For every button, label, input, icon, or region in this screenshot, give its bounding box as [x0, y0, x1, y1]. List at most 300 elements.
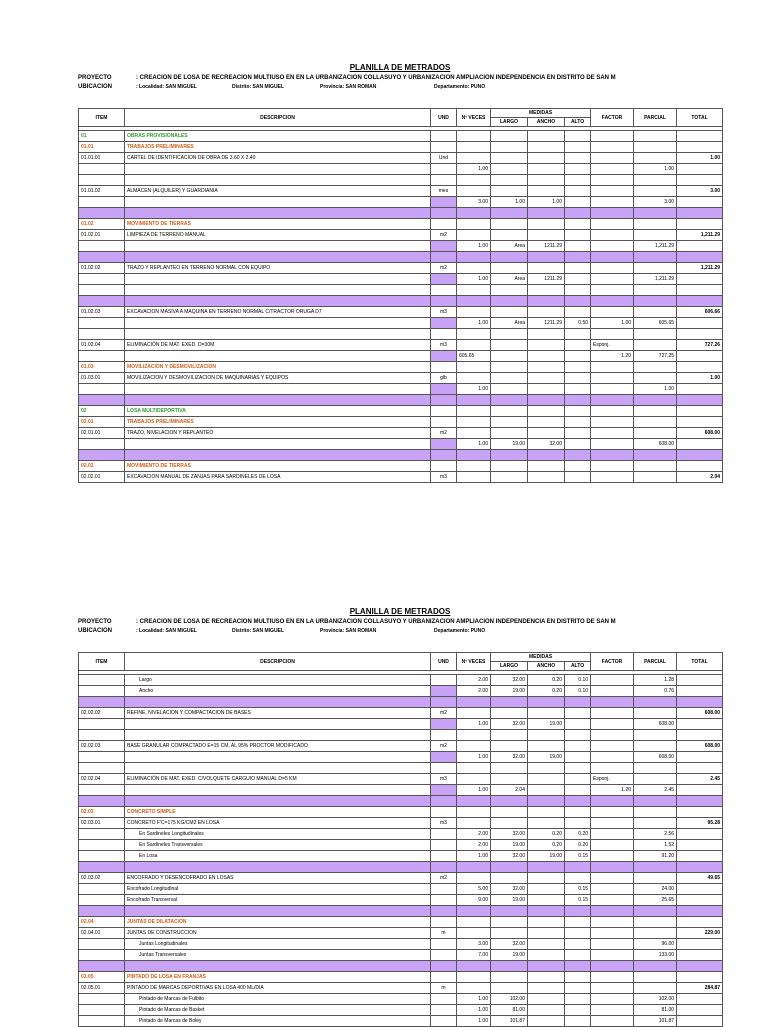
factor-cell	[591, 939, 634, 950]
veces-cell: 1.00	[457, 241, 491, 252]
description-cell: Pintado de Marcas de Basket	[125, 1005, 431, 1016]
description-cell	[125, 318, 431, 329]
ancho-cell: 19.00	[528, 851, 565, 862]
alto-cell: 0.15	[565, 884, 591, 895]
item-cell: 01.01.01	[79, 153, 125, 164]
header-parcial: PARCIAL	[634, 109, 677, 127]
total-cell	[677, 439, 723, 450]
largo-cell: 19.00	[491, 895, 528, 906]
description-cell: REFINE, NIVELACION Y COMPACTACION DE BASES	[125, 708, 431, 719]
total-cell	[677, 972, 723, 983]
unit-cell	[431, 417, 457, 428]
factor-cell: Esponj.	[591, 340, 634, 351]
description-cell	[125, 763, 431, 774]
veces-cell	[457, 395, 491, 406]
parcial-cell	[634, 428, 677, 439]
factor-cell	[591, 686, 634, 697]
largo-cell: 19.00	[491, 686, 528, 697]
unit-cell	[431, 219, 457, 230]
description-cell	[125, 241, 431, 252]
largo-cell	[491, 340, 528, 351]
description-cell	[125, 285, 431, 296]
header-largo: LARGO	[491, 662, 528, 671]
table-row	[79, 994, 723, 1005]
item-cell	[79, 796, 125, 807]
total-cell	[677, 719, 723, 730]
factor-cell	[591, 884, 634, 895]
parcial-cell	[634, 796, 677, 807]
ancho-cell	[528, 307, 565, 318]
factor-cell	[591, 373, 634, 384]
ancho-cell	[528, 785, 565, 796]
total-cell	[677, 895, 723, 906]
total-cell	[677, 252, 723, 263]
table-row	[79, 1005, 723, 1016]
veces-cell	[457, 450, 491, 461]
header-medidas: MEDIDAS	[491, 109, 591, 118]
ancho-cell	[528, 142, 565, 153]
metrados-table	[78, 652, 723, 1027]
ancho-cell	[528, 730, 565, 741]
table-row	[79, 241, 723, 252]
unit-cell: m2	[431, 873, 457, 884]
table-row	[79, 395, 723, 406]
total-cell	[677, 131, 723, 142]
description-cell	[125, 208, 431, 219]
total-cell	[677, 197, 723, 208]
factor-cell	[591, 917, 634, 928]
factor-cell	[591, 219, 634, 230]
item-cell	[79, 862, 125, 873]
item-cell	[79, 208, 125, 219]
table-row	[79, 774, 723, 785]
parcial-cell	[634, 461, 677, 472]
largo-cell	[491, 417, 528, 428]
largo-cell	[491, 697, 528, 708]
alto-cell	[565, 1005, 591, 1016]
total-cell: 95.28	[677, 818, 723, 829]
unit-cell	[431, 274, 457, 285]
veces-cell	[457, 807, 491, 818]
largo-cell: 32.00	[491, 939, 528, 950]
parcial-cell: 25.65	[634, 895, 677, 906]
alto-cell	[565, 230, 591, 241]
factor-cell	[591, 472, 634, 483]
unit-cell: m2	[431, 708, 457, 719]
item-cell: 01.02.01	[79, 230, 125, 241]
unit-cell	[431, 796, 457, 807]
item-cell	[79, 351, 125, 362]
parcial-cell	[634, 219, 677, 230]
total-cell: 1.00	[677, 153, 723, 164]
table-row	[79, 472, 723, 483]
largo-cell: 19.00	[491, 840, 528, 851]
description-cell	[125, 730, 431, 741]
table-row	[79, 763, 723, 774]
unit-cell: m2	[431, 428, 457, 439]
description-cell: Encofrado Longitudinal	[125, 884, 431, 895]
location-label: UBICACIÓN	[78, 628, 112, 634]
table-header	[79, 653, 723, 662]
ancho-cell	[528, 230, 565, 241]
largo-cell: Area	[491, 274, 528, 285]
largo-cell	[491, 296, 528, 307]
alto-cell	[565, 818, 591, 829]
total-cell	[677, 208, 723, 219]
factor-cell	[591, 252, 634, 263]
largo-cell	[491, 131, 528, 142]
project-line	[78, 74, 722, 83]
largo-cell	[491, 351, 528, 362]
table-row	[79, 708, 723, 719]
parcial-cell: 96.00	[634, 939, 677, 950]
unit-cell	[431, 829, 457, 840]
veces-cell: 2.00	[457, 675, 491, 686]
veces-cell	[457, 428, 491, 439]
largo-cell	[491, 362, 528, 373]
description-cell: BASE GRANULAR COMPACTADO E=15 CM, AL 95% PROCTOR MODIFICADO	[125, 741, 431, 752]
location-label: UBICACIÓN	[78, 84, 112, 90]
item-cell: 01.03	[79, 362, 125, 373]
unit-cell	[431, 329, 457, 340]
ancho-cell: 1.00	[528, 197, 565, 208]
description-cell	[125, 197, 431, 208]
total-cell	[677, 142, 723, 153]
total-cell	[677, 730, 723, 741]
ancho-cell: 0.20	[528, 840, 565, 851]
table-row	[79, 230, 723, 241]
ancho-cell: 1211.29	[528, 274, 565, 285]
parcial-cell	[634, 873, 677, 884]
total-cell	[677, 851, 723, 862]
unit-cell: mes	[431, 186, 457, 197]
factor-cell	[591, 840, 634, 851]
factor-cell	[591, 763, 634, 774]
item-cell	[79, 450, 125, 461]
total-cell	[677, 285, 723, 296]
alto-cell	[565, 752, 591, 763]
ancho-cell	[528, 285, 565, 296]
item-cell	[79, 829, 125, 840]
alto-cell	[565, 197, 591, 208]
factor-cell	[591, 208, 634, 219]
ancho-cell	[528, 373, 565, 384]
description-cell: ALMACEN (ALQUILER) Y GUARDIANIA	[125, 186, 431, 197]
parcial-cell	[634, 263, 677, 274]
description-cell	[125, 395, 431, 406]
unit-cell	[431, 950, 457, 961]
veces-cell: 9.00	[457, 895, 491, 906]
largo-cell: 32.00	[491, 752, 528, 763]
largo-cell	[491, 428, 528, 439]
alto-cell	[565, 763, 591, 774]
alto-cell	[565, 708, 591, 719]
description-cell: CARTEL DE IDENTIFICACION DE OBRA DE 3.60 X 2.40	[125, 153, 431, 164]
total-cell: 608.00	[677, 708, 723, 719]
item-cell: 01	[79, 131, 125, 142]
description-cell: TRABAJOS PRELIMINARES	[125, 142, 431, 153]
veces-cell	[457, 230, 491, 241]
unit-cell: m2	[431, 741, 457, 752]
veces-cell: 1.00	[457, 752, 491, 763]
table-row	[79, 950, 723, 961]
table-row	[79, 175, 723, 186]
factor-cell	[591, 829, 634, 840]
unit-cell	[431, 384, 457, 395]
factor-cell	[591, 153, 634, 164]
description-cell: MOVIMIENTO DE TIERRAS	[125, 461, 431, 472]
unit-cell	[431, 406, 457, 417]
total-cell	[677, 296, 723, 307]
unit-cell	[431, 1005, 457, 1016]
description-cell: EXCAVACION MASIVA A MAQUINA EN TERRENO NORMAL C/TRACTOR ORUGA D7	[125, 307, 431, 318]
table-row	[79, 417, 723, 428]
alto-cell	[565, 862, 591, 873]
ancho-cell	[528, 164, 565, 175]
parcial-cell	[634, 329, 677, 340]
unit-cell	[431, 241, 457, 252]
parcial-cell	[634, 208, 677, 219]
unit-cell	[431, 686, 457, 697]
parcial-cell	[634, 153, 677, 164]
veces-cell: 1.00	[457, 318, 491, 329]
veces-cell: 1.00	[457, 1005, 491, 1016]
ancho-cell	[528, 939, 565, 950]
ancho-cell	[528, 697, 565, 708]
largo-cell: 19.00	[491, 439, 528, 450]
table-row	[79, 186, 723, 197]
table-row	[79, 296, 723, 307]
total-cell	[677, 686, 723, 697]
unit-cell	[431, 208, 457, 219]
largo-cell	[491, 461, 528, 472]
sheet-title: PLANILLA DE METRADOS	[349, 607, 451, 616]
table-row	[79, 153, 723, 164]
largo-cell	[491, 329, 528, 340]
unit-cell	[431, 675, 457, 686]
table-row	[79, 730, 723, 741]
veces-cell	[457, 175, 491, 186]
parcial-cell	[634, 972, 677, 983]
alto-cell	[565, 417, 591, 428]
item-cell	[79, 994, 125, 1005]
alto-cell	[565, 252, 591, 263]
parcial-cell	[634, 450, 677, 461]
veces-cell	[457, 142, 491, 153]
alto-cell	[565, 153, 591, 164]
project-label: PROYECTO	[78, 75, 112, 81]
factor-cell: 1.20	[591, 351, 634, 362]
largo-cell	[491, 774, 528, 785]
veces-cell	[457, 208, 491, 219]
factor-cell	[591, 895, 634, 906]
table-row	[79, 807, 723, 818]
parcial-cell: 24.00	[634, 884, 677, 895]
parcial-cell: 608.00	[634, 719, 677, 730]
ancho-cell	[528, 406, 565, 417]
alto-cell	[565, 983, 591, 994]
veces-cell: 2.00	[457, 686, 491, 697]
table-row	[79, 428, 723, 439]
header-und: UND	[431, 109, 457, 127]
largo-cell: 32.00	[491, 719, 528, 730]
largo-cell	[491, 307, 528, 318]
parcial-cell: 102.00	[634, 994, 677, 1005]
table-row	[79, 741, 723, 752]
largo-cell	[491, 395, 528, 406]
alto-cell	[565, 307, 591, 318]
header-largo: LARGO	[491, 118, 528, 127]
unit-cell	[431, 884, 457, 895]
total-cell: 1,211.29	[677, 230, 723, 241]
description-cell: Encofrado Transversal	[125, 895, 431, 906]
veces-cell	[457, 862, 491, 873]
veces-cell: 5.00	[457, 884, 491, 895]
description-cell: En Losa	[125, 851, 431, 862]
item-cell	[79, 752, 125, 763]
ancho-cell	[528, 351, 565, 362]
description-cell: PINTADO DE LOSA EN FRANJAS	[125, 972, 431, 983]
alto-cell	[565, 1016, 591, 1027]
total-cell	[677, 961, 723, 972]
alto-cell	[565, 796, 591, 807]
item-cell	[79, 241, 125, 252]
ancho-cell	[528, 884, 565, 895]
description-cell	[125, 252, 431, 263]
sheet-2	[78, 606, 722, 1024]
veces-cell	[457, 730, 491, 741]
factor-cell	[591, 1005, 634, 1016]
alto-cell	[565, 340, 591, 351]
unit-cell	[431, 175, 457, 186]
ancho-cell	[528, 994, 565, 1005]
factor-cell	[591, 450, 634, 461]
parcial-cell	[634, 340, 677, 351]
table-row	[79, 329, 723, 340]
veces-cell: 1.00	[457, 719, 491, 730]
table-row	[79, 164, 723, 175]
factor-cell	[591, 972, 634, 983]
item-cell	[79, 895, 125, 906]
total-cell: 606.66	[677, 307, 723, 318]
veces-cell: 3.00	[457, 197, 491, 208]
veces-cell: 2.00	[457, 829, 491, 840]
total-cell	[677, 219, 723, 230]
unit-cell: m3	[431, 472, 457, 483]
alto-cell	[565, 351, 591, 362]
factor-cell	[591, 994, 634, 1005]
largo-cell: Area	[491, 318, 528, 329]
description-cell	[125, 796, 431, 807]
unit-cell	[431, 142, 457, 153]
factor-cell	[591, 186, 634, 197]
ancho-cell	[528, 395, 565, 406]
largo-cell	[491, 252, 528, 263]
parcial-cell: 0.76	[634, 686, 677, 697]
total-cell	[677, 796, 723, 807]
unit-cell	[431, 131, 457, 142]
unit-cell	[431, 862, 457, 873]
description-cell	[125, 961, 431, 972]
parcial-cell	[634, 730, 677, 741]
unit-cell: Und	[431, 153, 457, 164]
alto-cell	[565, 241, 591, 252]
ancho-cell	[528, 131, 565, 142]
item-cell	[79, 763, 125, 774]
factor-cell	[591, 961, 634, 972]
parcial-cell	[634, 807, 677, 818]
total-cell	[677, 351, 723, 362]
parcial-cell: 1.28	[634, 675, 677, 686]
description-cell	[125, 719, 431, 730]
header-item: ITEM	[79, 109, 125, 127]
item-cell	[79, 884, 125, 895]
total-cell	[677, 697, 723, 708]
largo-cell: 2.04	[491, 785, 528, 796]
veces-cell	[457, 285, 491, 296]
table-row	[79, 252, 723, 263]
ancho-cell	[528, 340, 565, 351]
parcial-cell	[634, 928, 677, 939]
parcial-cell	[634, 708, 677, 719]
table-row	[79, 829, 723, 840]
item-cell	[79, 197, 125, 208]
veces-cell	[457, 131, 491, 142]
alto-cell	[565, 142, 591, 153]
item-cell: 02.02	[79, 461, 125, 472]
description-cell	[125, 296, 431, 307]
factor-cell	[591, 241, 634, 252]
unit-cell	[431, 851, 457, 862]
factor-cell: 1.20	[591, 785, 634, 796]
factor-cell	[591, 461, 634, 472]
ancho-cell: 0.20	[528, 675, 565, 686]
unit-cell	[431, 439, 457, 450]
ancho-cell	[528, 450, 565, 461]
total-cell	[677, 395, 723, 406]
item-cell: 02.01.01	[79, 428, 125, 439]
parcial-cell	[634, 395, 677, 406]
table-row	[79, 208, 723, 219]
item-cell: 02.02.03	[79, 741, 125, 752]
largo-cell	[491, 983, 528, 994]
largo-cell	[491, 862, 528, 873]
alto-cell	[565, 175, 591, 186]
header-parcial: PARCIAL	[634, 653, 677, 671]
table-row	[79, 785, 723, 796]
parcial-cell: 1,211.29	[634, 274, 677, 285]
table-row	[79, 285, 723, 296]
ancho-cell	[528, 263, 565, 274]
ancho-cell: 1211.29	[528, 241, 565, 252]
description-cell: Pintado de Marcas de Boley	[125, 1016, 431, 1027]
largo-cell	[491, 406, 528, 417]
veces-cell: 7.00	[457, 950, 491, 961]
unit-cell: m3	[431, 774, 457, 785]
unit-cell	[431, 917, 457, 928]
table-row	[79, 142, 723, 153]
table-row	[79, 906, 723, 917]
unit-cell: m	[431, 928, 457, 939]
ancho-cell	[528, 928, 565, 939]
table-row	[79, 719, 723, 730]
item-cell: 02	[79, 406, 125, 417]
alto-cell	[565, 719, 591, 730]
ancho-cell: 32.00	[528, 439, 565, 450]
largo-cell	[491, 164, 528, 175]
alto-cell: 0.10	[565, 686, 591, 697]
parcial-cell	[634, 961, 677, 972]
